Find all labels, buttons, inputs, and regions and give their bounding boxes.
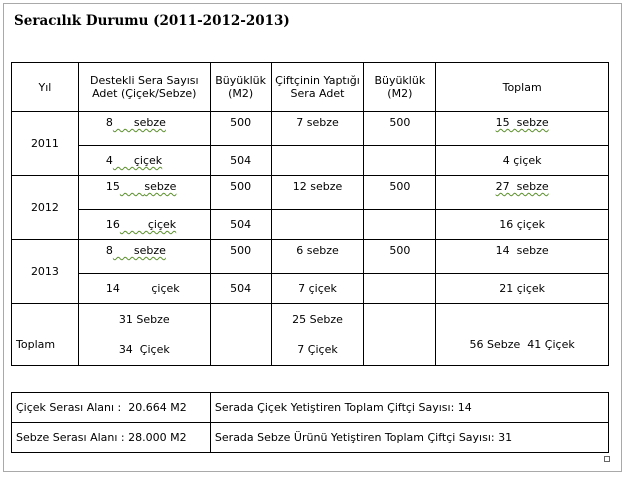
header-buyukluk-2: Büyüklük (M2)	[364, 63, 436, 112]
header-ciftci: Çiftçinin Yaptığı Sera Adet	[271, 63, 364, 112]
buyukluk-cell	[364, 274, 436, 304]
buyukluk-cell: 500	[210, 240, 271, 274]
year-cell: 2011	[12, 112, 79, 176]
table-row	[12, 274, 609, 304]
totals-label: Toplam	[12, 304, 79, 366]
buyukluk-cell: 500	[364, 176, 436, 210]
totals-ciftci-cicek: 7 Çiçek	[297, 342, 338, 356]
buyukluk-cell: 500	[210, 176, 271, 210]
totals-ciftci-sebze: 25 Sebze	[292, 312, 343, 326]
destekli-cell	[78, 240, 210, 274]
toplam-cell: 16 çiçek	[436, 210, 609, 240]
document-title: Seracılık Durumu (2011-2012-2013)	[14, 13, 290, 29]
destekli-type: sebze	[144, 180, 177, 193]
destekli-cell	[78, 146, 210, 176]
totals-destekli-cicek: 34 Çiçek	[118, 342, 170, 356]
year-cell: 2012	[12, 176, 79, 240]
sebze-serasi-alani: Sebze Serası Alanı : 28.000 M2	[12, 423, 211, 453]
totals-buyukluk-cell	[364, 304, 436, 366]
destekli-type: çiçek	[133, 154, 163, 167]
buyukluk-cell: 504	[210, 210, 271, 240]
destekli-cell	[78, 210, 210, 240]
header-buyukluk-1: Büyüklük (M2)	[210, 63, 271, 112]
summary-row	[12, 423, 609, 453]
toplam-cell: 21 çiçek	[436, 274, 609, 304]
header-yil: Yıl	[12, 63, 79, 112]
destekli-count: 8	[105, 244, 113, 257]
table-row	[12, 210, 609, 240]
destekli-type: çiçek	[147, 218, 177, 231]
destekli-type: sebze	[133, 244, 166, 257]
greenhouse-table	[11, 62, 609, 366]
destekli-count: 14	[105, 282, 120, 295]
summary-table	[11, 392, 609, 453]
totals-destekli-cell	[78, 304, 210, 366]
buyukluk-cell: 500	[364, 112, 436, 146]
toplam-cell: 15 sebze	[436, 112, 609, 146]
summary-row	[12, 393, 609, 423]
table-header-row	[12, 63, 609, 112]
buyukluk-cell: 504	[210, 274, 271, 304]
destekli-cell	[78, 274, 210, 304]
buyukluk-cell	[364, 146, 436, 176]
destekli-cell	[78, 112, 210, 146]
header-destekli: Destekli Sera Sayısı Adet (Çiçek/Sebze)	[78, 63, 210, 112]
table-row	[12, 176, 609, 210]
totals-destekli-sebze: 31 Sebze	[118, 312, 170, 326]
totals-buyukluk-cell	[210, 304, 271, 366]
destekli-count: 15	[105, 180, 120, 193]
header-toplam: Toplam	[436, 63, 609, 112]
buyukluk-cell: 500	[364, 240, 436, 274]
ciftci-cell: 7 sebze	[271, 112, 364, 146]
destekli-count: 4	[105, 154, 113, 167]
destekli-type: sebze	[133, 116, 166, 129]
totals-ciftci-cell	[271, 304, 364, 366]
buyukluk-cell: 500	[210, 112, 271, 146]
ciftci-cell: 12 sebze	[271, 176, 364, 210]
buyukluk-cell	[364, 210, 436, 240]
table-row	[12, 112, 609, 146]
destekli-cell	[78, 176, 210, 210]
sebze-ciftci-sayisi: Serada Sebze Ürünü Yetiştiren Toplam Çiftçi Sayısı: 31	[210, 423, 608, 453]
totals-toplam: 56 Sebze 41 Çiçek	[436, 304, 609, 366]
year-cell: 2013	[12, 240, 79, 304]
ciftci-cell: 7 çiçek	[271, 274, 364, 304]
table-row	[12, 146, 609, 176]
totals-row	[12, 304, 609, 366]
cicek-serasi-alani: Çiçek Serası Alanı : 20.664 M2	[12, 393, 211, 423]
destekli-count: 8	[105, 116, 113, 129]
ciftci-cell: 6 sebze	[271, 240, 364, 274]
toplam-cell: 4 çiçek	[436, 146, 609, 176]
toplam-cell: 27 sebze	[436, 176, 609, 210]
resize-handle[interactable]	[604, 456, 610, 462]
buyukluk-cell: 504	[210, 146, 271, 176]
table-row	[12, 240, 609, 274]
destekli-type: çiçek	[151, 282, 180, 295]
destekli-count: 16	[105, 218, 120, 231]
ciftci-cell	[271, 210, 364, 240]
toplam-cell: 14 sebze	[436, 240, 609, 274]
ciftci-cell	[271, 146, 364, 176]
cicek-ciftci-sayisi: Serada Çiçek Yetiştiren Toplam Çiftçi Sayısı: 14	[210, 393, 608, 423]
